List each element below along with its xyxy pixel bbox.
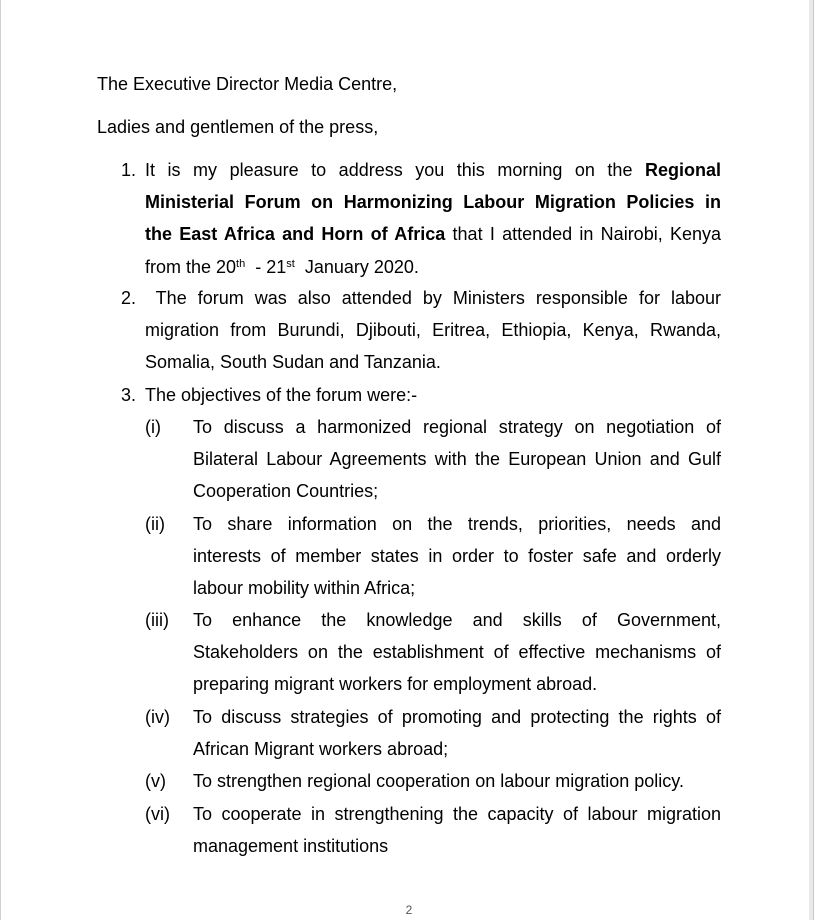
item-1-text: It is my pleasure to address you this morning on the (145, 160, 645, 180)
item-1-line-3 (145, 218, 721, 250)
objective-v-line-1: To strengthen regional cooperation on labour migration policy. (193, 771, 684, 791)
salutation-line-2: Ladies and gentlemen of the press, (97, 117, 379, 137)
item-1-bold: the East Africa and Horn of Africa (145, 224, 446, 244)
item-1-line-4 (145, 251, 419, 283)
item-1-text: that I attended in Nairobi, Kenya (445, 224, 722, 244)
objective-iii-line-1: To enhance the knowledge and skills of Government, (193, 610, 721, 630)
objective-iii-line-2: Stakeholders on the establishment of effective mechanisms of (193, 642, 721, 662)
item-2-line-3: Somalia, South Sudan and Tanzania. (145, 352, 441, 372)
objective-numeral-v: (v) (145, 771, 166, 791)
list-number-2: 2. (121, 288, 137, 308)
salutation-line-1: The Executive Director Media Centre, (97, 74, 398, 94)
objective-vi-line-1: To cooperate in strengthening the capacity of labour migration (193, 804, 721, 824)
objective-numeral-ii: (ii) (145, 514, 165, 534)
objective-iv-line-1: To discuss strategies of promoting and protecting the rights of (193, 707, 721, 727)
item-1-text: - 21 (245, 257, 287, 277)
item-1-line-1 (145, 154, 721, 186)
objective-ii-line-2: interests of member states in order to foster safe and orderly (193, 546, 721, 566)
objective-iii-line-3: preparing migrant workers for employment abroad. (193, 674, 598, 694)
objective-ii-line-3: labour mobility within Africa; (193, 578, 416, 598)
item-3-line-1: The objectives of the forum were:- (145, 385, 418, 405)
superscript: st (286, 258, 295, 270)
list-number-3: 3. (121, 385, 137, 405)
objective-ii-line-1: To share information on the trends, priorities, needs and (193, 514, 721, 534)
item-1-bold: Regional (644, 160, 721, 180)
objective-i-line-2: Bilateral Labour Agreements with the European Union and Gulf (193, 449, 721, 469)
page-number: 2 (405, 903, 413, 917)
objective-numeral-vi: (vi) (145, 804, 170, 824)
objective-i-line-1: To discuss a harmonized regional strategy on negotiation of (193, 417, 721, 437)
objective-vi-line-2: management institutions (193, 836, 389, 856)
item-2-line-2: migration from Burundi, Djibouti, Eritrea, Ethiopia, Kenya, Rwanda, (145, 320, 721, 340)
list-number-1: 1. (121, 160, 137, 180)
item-1-bold: Ministerial Forum on Harmonizing Labour Migration Policies in (145, 192, 721, 212)
objective-iv-line-2: African Migrant workers abroad; (193, 739, 449, 759)
objective-numeral-iv: (iv) (145, 707, 170, 727)
item-1-text: January 2020. (294, 257, 419, 277)
superscript: th (236, 258, 246, 270)
item-1-text: from the 20 (145, 257, 237, 277)
page-edge (809, 0, 813, 920)
objective-i-line-3: Cooperation Countries; (193, 481, 379, 501)
item-1-line-2 (145, 186, 721, 218)
item-2-line-1: The forum was also attended by Ministers responsible for labour (145, 288, 721, 308)
objective-numeral-i: (i) (145, 417, 161, 437)
objective-numeral-iii: (iii) (145, 610, 169, 630)
